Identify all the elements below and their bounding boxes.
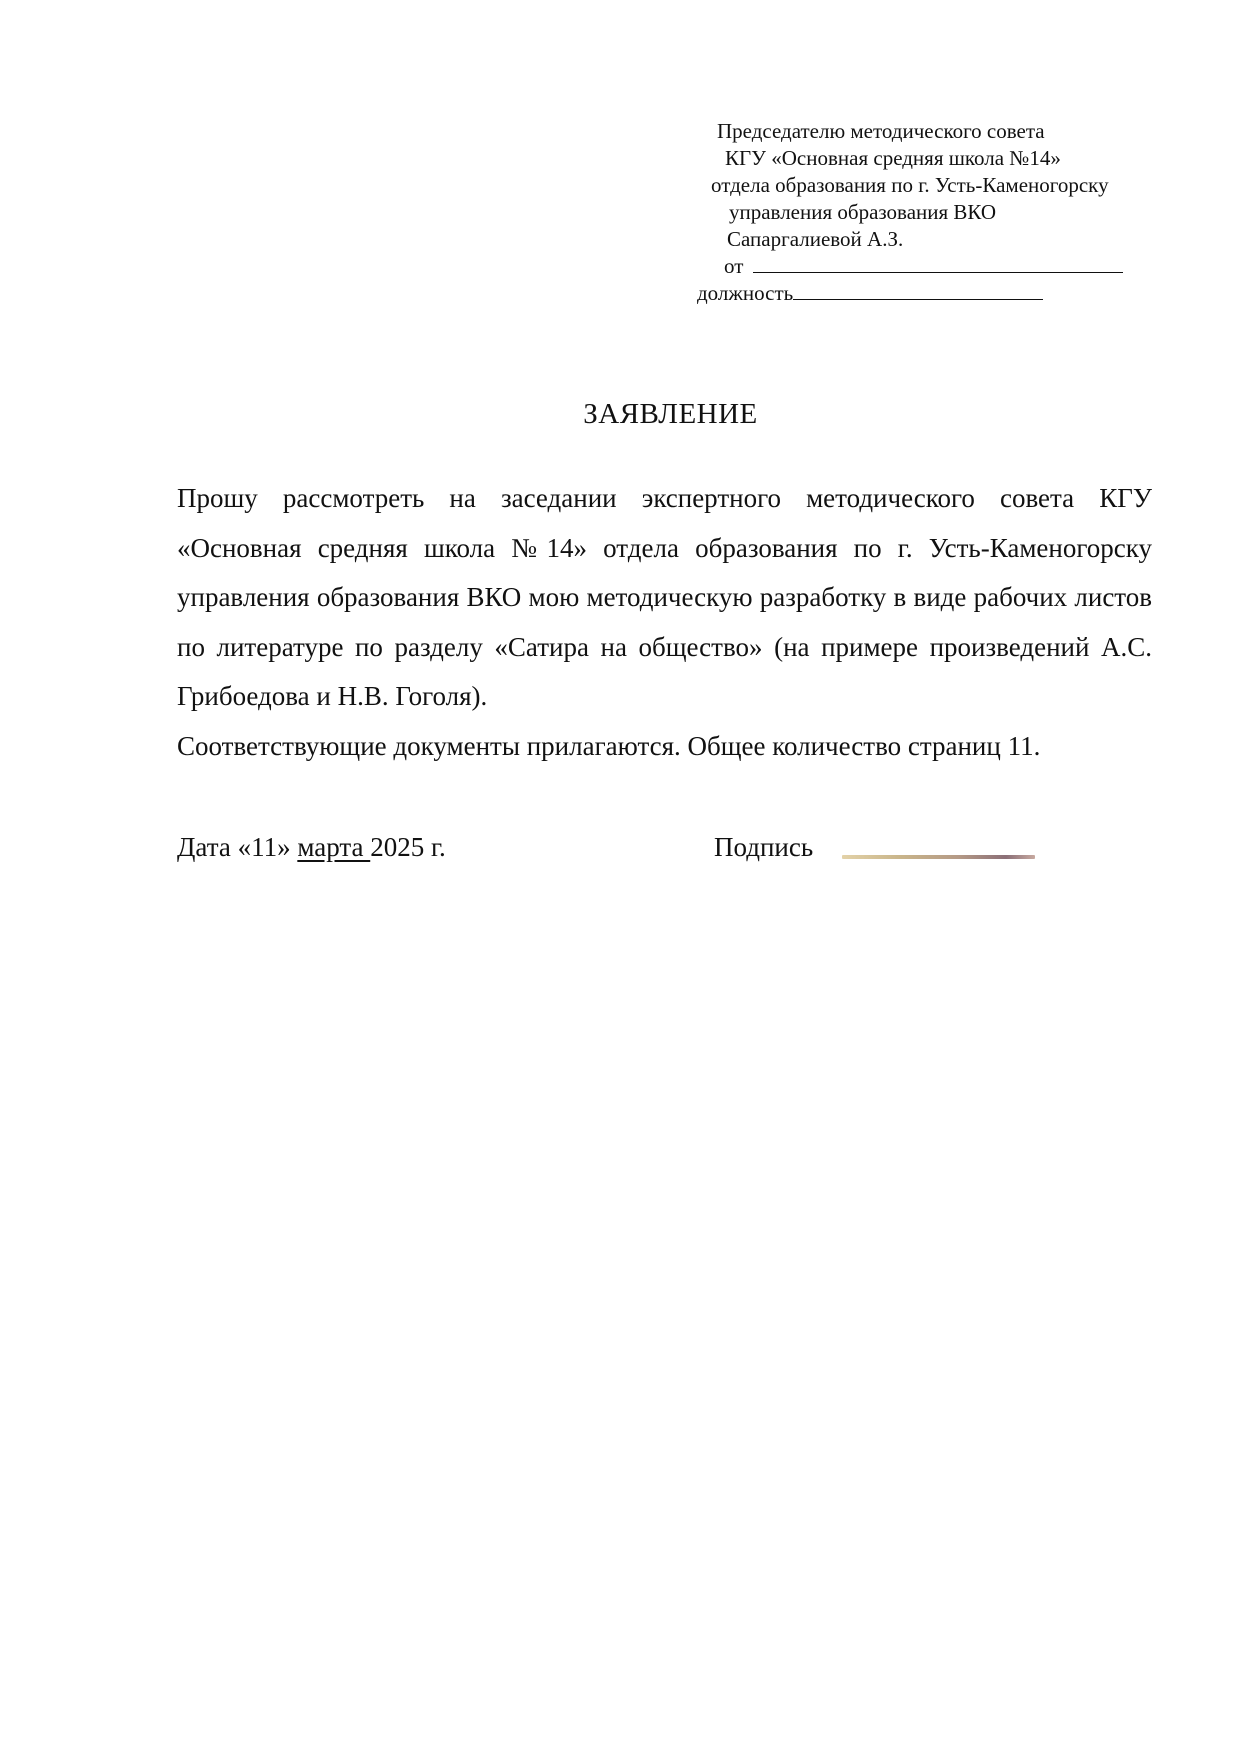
application-body bbox=[177, 474, 1152, 771]
position-blank-field bbox=[793, 281, 1043, 300]
document-title: ЗАЯВЛЕНИЕ bbox=[583, 398, 758, 430]
body-paragraph-1: Прошу рассмотреть на заседании экспертного методического совета КГУ «Основная средняя школа №14» отдела образования по г. Усть-Каменогорску управления образования ВКО мою методическую разработку в виде рабочих листов по литературе по разделу «Сатира на общество» (на примере произведений А.С. Грибоедова и Н.В. Гоголя). bbox=[177, 483, 1152, 711]
addressee-line-1: Председателю методического совета bbox=[717, 119, 1045, 143]
addressee-line-2: КГУ «Основная средняя школа №14» bbox=[725, 146, 1061, 170]
signature-mark bbox=[842, 855, 1035, 859]
date-prefix: Дата «11» bbox=[177, 832, 298, 862]
from-line bbox=[724, 253, 1123, 280]
addressee-name: Сапаргалиевой А.З. bbox=[727, 227, 904, 251]
from-blank-field bbox=[753, 254, 1123, 273]
signature-line bbox=[714, 832, 813, 863]
addressee-line-3: отдела образования по г. Усть-Каменогорску bbox=[711, 173, 1109, 197]
body-paragraph-2: Соответствующие документы прилагаются. Общее количество страниц 11. bbox=[177, 730, 1041, 761]
date-year: 2025 г. bbox=[370, 832, 446, 862]
position-label: должность bbox=[697, 281, 794, 305]
addressee-line-4: управления образования ВКО bbox=[729, 200, 997, 224]
document-title-container bbox=[0, 398, 1241, 431]
from-label: от bbox=[724, 254, 744, 278]
signature-label: Подпись bbox=[714, 832, 814, 862]
position-line bbox=[697, 280, 1043, 307]
date-month: марта bbox=[297, 832, 371, 862]
date-line bbox=[177, 832, 446, 863]
